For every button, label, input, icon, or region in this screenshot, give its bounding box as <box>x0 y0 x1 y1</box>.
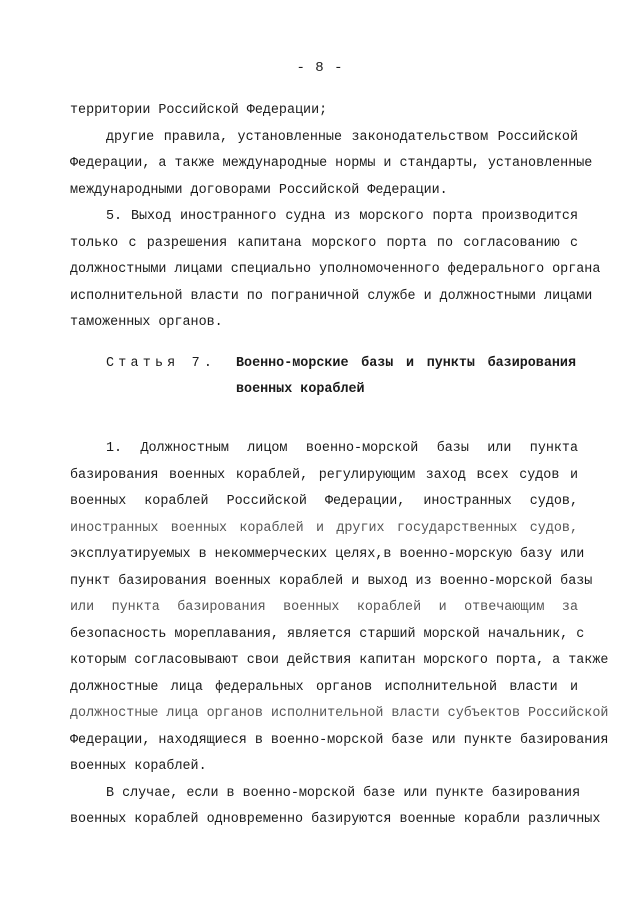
text-line: территории Российской Федерации; <box>70 103 328 118</box>
text-line: которым согласовывают свои действия капитан морского порта, а также <box>70 653 609 668</box>
text-line: военных кораблей. <box>70 759 207 774</box>
paragraph-block-top <box>70 98 601 337</box>
article-heading <box>106 351 578 403</box>
text-line: безопасность мореплавания, является старший морской начальник, с <box>70 626 585 642</box>
article-label: Статья 7. <box>106 356 217 371</box>
text-line: международными договорами Российской Федерации. <box>70 182 448 198</box>
article-title-line-1: Военно-морские базы и пункты базирования <box>236 356 576 371</box>
text-line: Федерации, а также международные нормы и стандарты, установленные <box>70 156 593 171</box>
text-line: только с разрешения капитана морского порта по согласованию с <box>70 235 578 251</box>
text-line: должностные лица органов исполнительной власти субъектов Российской <box>70 706 609 721</box>
text-line: исполнительной власти по пограничной службе и должностными лицами <box>70 288 593 304</box>
text-line: иностранных военных кораблей и других государственных судов, <box>70 520 578 536</box>
paragraph-block-bottom <box>70 436 609 834</box>
text-line: эксплуатируемых в некоммерческих целях,в военно-морскую базу или <box>70 547 585 562</box>
article-title-line-2: военных кораблей <box>236 382 365 397</box>
text-line: В случае, если в военно-морской базе или пункте базирования <box>106 785 581 801</box>
text-line: пункт базирования военных кораблей и выход из военно-морской базы <box>70 573 593 589</box>
text-line: должностные лица федеральных органов исполнительной власти и <box>70 679 578 695</box>
text-line: или пункта базирования военных кораблей и отвечающим за <box>70 600 578 615</box>
text-line: военных кораблей одновременно базируются военные корабли различных <box>70 812 601 827</box>
text-line: 1. Должностным лицом военно-морской базы или пункта <box>106 441 578 456</box>
text-line: другие правила, установленные законодательством Российской <box>106 129 578 145</box>
text-line: базирования военных кораблей, регулирующим заход всех судов и <box>70 467 578 483</box>
text-line: военных кораблей Российской Федерации, иностранных судов, <box>70 494 578 509</box>
text-line: 5. Выход иностранного судна из морского порта производится <box>106 209 578 224</box>
text-line: таможенных органов. <box>70 315 223 330</box>
text-line: Федерации, находящиеся в военно-морской базе или пункте базирования <box>70 732 609 748</box>
text-line: должностными лицами специально уполномоченного федерального органа <box>70 262 601 277</box>
page-number: - 8 - <box>296 60 344 76</box>
